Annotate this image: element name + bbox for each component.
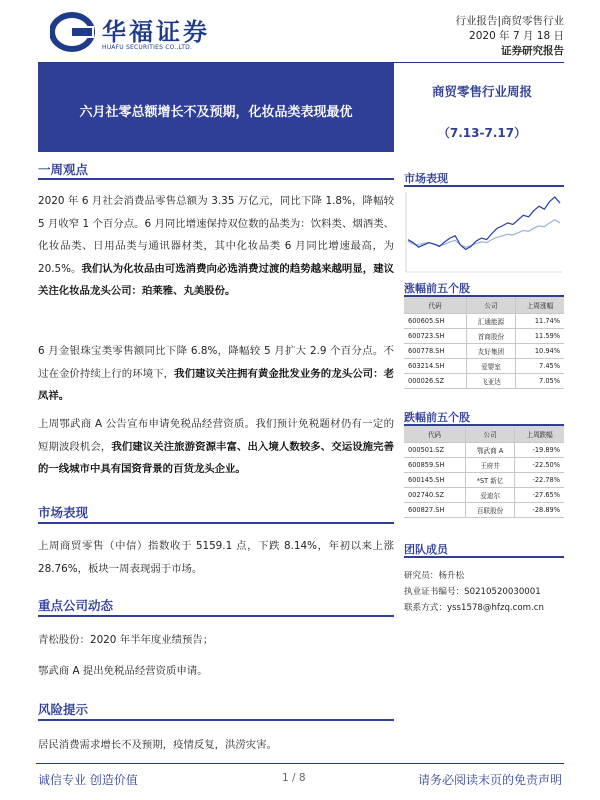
company-paragraph-2: 鄂武商 A 提出免税品经营资质申请。 bbox=[38, 665, 208, 677]
stock-code: 600723.SH bbox=[404, 328, 466, 343]
team-info bbox=[404, 568, 564, 616]
table-row bbox=[404, 487, 564, 502]
weekly-p3-highlight: 我们建议关注旅游资源丰富、出入境人数较多、交运设施完善的一线城市中具有国资背景的百货龙头企业。 bbox=[38, 440, 394, 475]
stock-change: 10.94% bbox=[516, 343, 564, 358]
stock-name: 友好集团 bbox=[466, 343, 515, 358]
report-title: 六月社零总额增长不及预期，化妆品类表现最优 bbox=[79, 105, 353, 120]
analyst-name: 研究员：杨升松 bbox=[404, 571, 465, 581]
report-date: 2020 年 7 月 18 日 bbox=[469, 30, 564, 42]
stock-change: -27.65% bbox=[515, 487, 564, 502]
section-heading-company: 重点公司动态 bbox=[38, 598, 114, 613]
company-logo bbox=[50, 10, 220, 56]
sidebar-heading-gainers: 涨幅前五个股 bbox=[404, 282, 470, 295]
license-number: 执业证书编号：S0210520030001 bbox=[404, 587, 541, 597]
section-divider bbox=[38, 615, 394, 617]
footer-divider bbox=[36, 763, 564, 764]
contact-email: 联系方式：yss1578@hfzq.com.cn bbox=[404, 603, 544, 613]
market-performance-chart bbox=[404, 188, 564, 276]
sidebar-heading-market: 市场表现 bbox=[404, 172, 448, 185]
report-type: 证券研究报告 bbox=[501, 45, 564, 57]
sidebar-heading-losers: 跌幅前五个股 bbox=[404, 411, 470, 424]
stock-change: -22.50% bbox=[515, 457, 564, 472]
stock-change: 11.59% bbox=[516, 328, 564, 343]
stock-change: 7.05% bbox=[516, 373, 564, 388]
stock-name: 爱迪尔 bbox=[466, 487, 515, 502]
weekly-report-title: 商贸零售行业周报 bbox=[431, 84, 532, 99]
stock-change: 11.74% bbox=[516, 313, 564, 328]
stock-name: 百联股份 bbox=[466, 502, 515, 517]
stock-change: -22.78% bbox=[515, 472, 564, 487]
losers-table bbox=[404, 426, 564, 518]
table-row bbox=[404, 343, 564, 358]
section-heading-weekly: 一周观点 bbox=[38, 162, 89, 177]
table-row bbox=[404, 328, 564, 343]
stock-name: 爱婴室 bbox=[466, 358, 515, 373]
page-number: 1 / 8 bbox=[282, 772, 306, 784]
stock-code: 600827.SH bbox=[404, 502, 466, 517]
logo-name: 华福证券 bbox=[102, 18, 210, 46]
risk-paragraph: 居民消费需求增长不及预期，疫情反复，洪涝灾害。 bbox=[38, 739, 277, 751]
company-paragraph-1: 青松股份：2020 年半年度业绩预告； bbox=[38, 634, 214, 646]
report-period: （7.13-7.17） bbox=[437, 126, 527, 140]
gainers-table bbox=[404, 297, 564, 389]
chart-series-line bbox=[408, 197, 560, 250]
sidebar-divider bbox=[404, 185, 564, 187]
section-heading-market: 市场表现 bbox=[38, 505, 89, 520]
stock-name: *ST 新亿 bbox=[466, 472, 515, 487]
weekly-paragraph-2 bbox=[38, 340, 394, 408]
weekly-paragraph-3 bbox=[38, 413, 394, 481]
table-row bbox=[404, 442, 564, 457]
weekly-p1-highlight: 我们认为化妆品由可选消费向必选消费过渡的趋势越来越明显，建议关注化妆品龙头公司：珀莱雅、丸美股份。 bbox=[38, 262, 395, 297]
market-paragraph: 上周商贸零售（中信）指数收于 5159.1 点，下跌 8.14%，年初以来上涨 28.76%，板块一周表现弱于市场。 bbox=[38, 540, 394, 575]
stock-code: 600145.SH bbox=[404, 472, 466, 487]
report-category: 行业报告|商贸零售行业 bbox=[455, 15, 564, 27]
table-header-row bbox=[404, 297, 564, 313]
weekly-p1-text: 2020 年 6 月社会消费品零售总额为 3.35 万亿元，同比下降 1.8%，降幅较 5 月收窄 1 个百分点。6 月同比增速保持双位数的品类为：饮料类、烟酒类、化妆品类、日用品类与通讯器材类，其中化妆品类 6 月同比增速最高，为 20.5%。 bbox=[38, 195, 394, 275]
section-heading-risk: 风险提示 bbox=[38, 702, 89, 717]
stock-code: 600605.SH bbox=[404, 313, 466, 328]
report-meta bbox=[455, 14, 564, 59]
stock-name: 汇通能源 bbox=[466, 313, 515, 328]
stock-name: 首商股份 bbox=[466, 328, 515, 343]
col-header-company: 公司 bbox=[466, 426, 515, 442]
col-header-code: 代码 bbox=[404, 297, 466, 313]
table-row bbox=[404, 313, 564, 328]
col-header-code: 代码 bbox=[404, 426, 466, 442]
table-row bbox=[404, 457, 564, 472]
footer-slogan: 诚信专业 创造价值 bbox=[38, 773, 138, 787]
section-divider bbox=[38, 522, 394, 524]
stock-code: 600859.SH bbox=[404, 457, 466, 472]
table-header-row bbox=[404, 426, 564, 442]
stock-code: 000026.SZ bbox=[404, 373, 466, 388]
col-header-company: 公司 bbox=[466, 297, 515, 313]
weekly-p3-text: 上周鄂武商 A 公告宣布申请免税品经营资质。我们预计免税题材仍有一定的短期波段机会， bbox=[38, 418, 394, 453]
col-header-change: 上周涨幅 bbox=[516, 297, 564, 313]
stock-name: 鄂武商 A bbox=[466, 442, 515, 457]
title-banner bbox=[38, 63, 394, 152]
table-row bbox=[404, 472, 564, 487]
weekly-p2-highlight: 我们建议关注拥有黄金批发业务的龙头公司：老凤祥。 bbox=[38, 367, 395, 402]
sidebar-heading-team: 团队成员 bbox=[404, 543, 448, 556]
stock-code: 603214.SH bbox=[404, 358, 466, 373]
stock-change: -19.89% bbox=[515, 442, 564, 457]
stock-code: 600778.SH bbox=[404, 343, 466, 358]
logo-english-name: HUAFU SECURITIES CO.,LTD. bbox=[102, 44, 193, 51]
table-row bbox=[404, 502, 564, 517]
section-divider bbox=[38, 178, 394, 180]
weekly-paragraph-1 bbox=[38, 190, 394, 303]
section-divider bbox=[38, 719, 394, 721]
stock-code: 002740.SZ bbox=[404, 487, 466, 502]
stock-change: -28.89% bbox=[515, 502, 564, 517]
table-row bbox=[404, 373, 564, 388]
sidebar-divider bbox=[404, 556, 564, 558]
stock-code: 000501.SZ bbox=[404, 442, 466, 457]
stock-name: 飞亚达 bbox=[466, 373, 515, 388]
table-row bbox=[404, 358, 564, 373]
weekly-p2-text: 6 月金银珠宝类零售额同比下降 6.8%，降幅较 5 月扩大 2.9 个百分点。不过在金价持续上行的环境下， bbox=[38, 345, 394, 380]
col-header-change: 上周跌幅 bbox=[515, 426, 564, 442]
stock-change: 7.45% bbox=[516, 358, 564, 373]
stock-name: 王府井 bbox=[466, 457, 515, 472]
footer-disclaimer: 请务必阅读末页的免责声明 bbox=[417, 773, 562, 787]
logo-mark-icon bbox=[50, 12, 98, 52]
